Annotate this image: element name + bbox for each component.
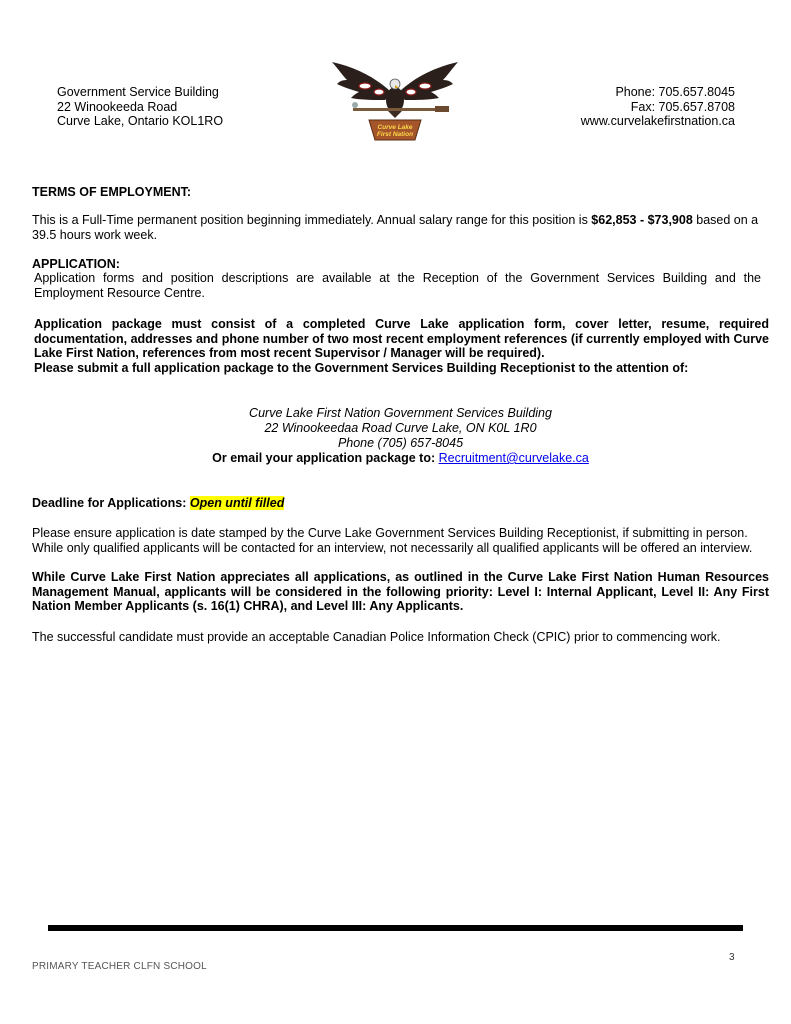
deadline-label: Deadline for Applications:	[32, 496, 190, 510]
deadline-value: Open until filled	[189, 496, 285, 510]
cpic-note: The successful candidate must provide an acceptable Canadian Police Information Check (CPIC) prior to commencing work.	[32, 630, 721, 644]
email-link[interactable]: Recruitment@curvelake.ca	[438, 451, 589, 465]
attention-phone: Phone (705) 657-8045	[337, 436, 464, 450]
attention-name: Curve Lake First Nation Government Services Building	[249, 406, 552, 420]
salary-range: $62,853 - $73,908	[591, 213, 693, 227]
curve-lake-logo	[329, 60, 461, 144]
website: www.curvelakefirstnation.ca	[580, 114, 735, 128]
attention-address: 22 Winookeedaa Road Curve Lake, ON K0L 1R0	[264, 421, 537, 435]
priority-note: While Curve Lake First Nation appreciates all applications, as outlined in the Curve Lake First Nation Human Resources Management Manual, applicants will be considered in the following priority: Level I: Internal Applicant, Level II: Any First Nation Member Applicants (s. 16(1) CHRA), and Level III: Any Applicants.	[32, 570, 769, 614]
address-line-1: Government Service Building	[57, 85, 219, 99]
page-number: 3	[729, 952, 735, 963]
email-prefix: Or email your application package to:	[212, 451, 439, 465]
phone: Phone: 705.657.8045	[615, 85, 735, 99]
fax: Fax: 705.657.8708	[630, 99, 735, 114]
attention-email-line	[32, 451, 769, 466]
logo-text-line-1: Curve Lake	[377, 124, 413, 131]
terms-heading: TERMS OF EMPLOYMENT:	[32, 185, 192, 199]
logo-text-line-2: First Nation	[376, 131, 414, 138]
footer-title: PRIMARY TEACHER CLFN SCHOOL	[32, 961, 207, 972]
terms-text-2: based on a 39.5 hours work week.	[32, 213, 759, 242]
application-package-requirements: Application package must consist of a completed Curve Lake application form, cover letter, resume, required documentation, addresses and phone number of two most recent employment references (if currently employed with Curve Lake First Nation, references from most recent Supervisor / Manager will be required).	[34, 317, 769, 361]
header-address	[57, 85, 223, 129]
address-line-2: 22 Winookeeda Road	[57, 99, 178, 114]
address-line-3: Curve Lake, Ontario KOL1RO	[57, 114, 224, 128]
eagle-logo-icon	[329, 60, 461, 144]
header-contact	[581, 85, 735, 129]
terms-text	[32, 213, 769, 242]
deadline	[32, 496, 769, 511]
submit-instructions: Please submit a full application package to the Government Services Building Receptionist to the attention of:	[34, 361, 689, 375]
application-heading: APPLICATION:	[32, 257, 120, 271]
application-availability: Application forms and position descriptions are available at the Reception of the Government Services Building and the Employment Resource Centre.	[34, 271, 761, 300]
terms-text-1: This is a Full-Time permanent position beginning immediately. Annual salary range for this position is	[32, 213, 592, 227]
footer-rule	[48, 925, 743, 931]
date-stamp-note: Please ensure application is date stamped by the Curve Lake Government Services Building Receptionist, if submitting in person. While only qualified applicants will be contacted for an interview, not necessarily all qualified applicants will be offered an interview.	[32, 526, 753, 555]
